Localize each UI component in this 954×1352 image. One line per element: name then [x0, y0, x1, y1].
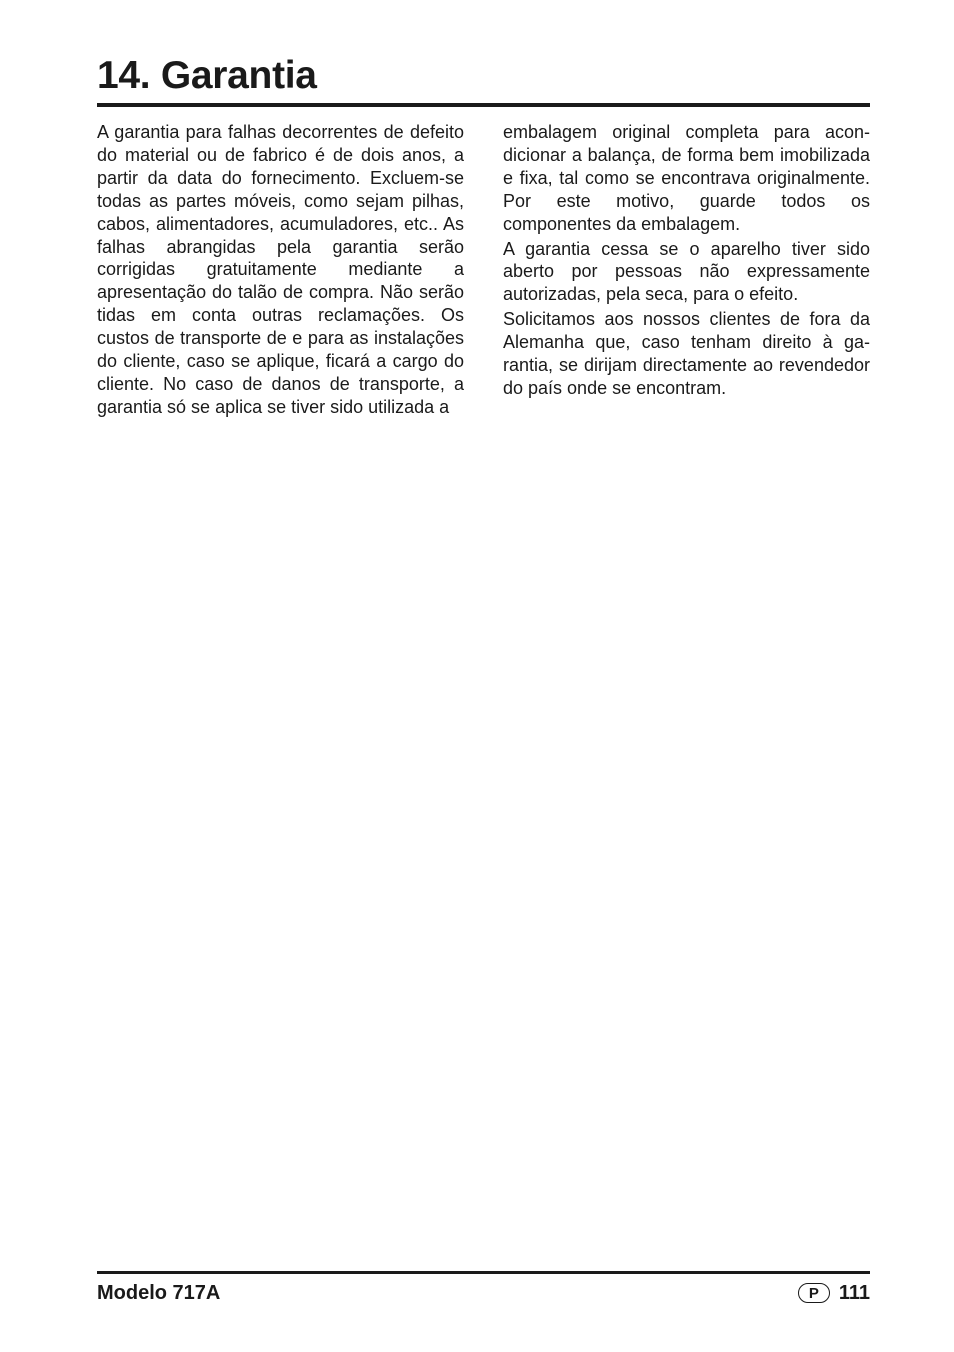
- footer-page-info: [798, 1280, 870, 1306]
- paragraph-warranty-terms: A garantia para falhas decorrentes de defeito do material ou de fabrico é de dois anos, a partir da data do fornecimento. Excluem-se todas as partes móveis, como sejam pilhas, cabos, alimentadores, acumuladores, etc.. As falhas abrangidas pela garantia serão corrigidas gratuitamente mediante a apresentação do talão de compra. Não serão tidas em conta outras reclamações. Os custos de transporte de e para as instalações do cliente, caso se aplique, ficará a cargo do cliente. No caso de danos de transporte, a garantia só se aplica se tiver sido utilizada a: [97, 122, 464, 417]
- page-title: 14. Garantia: [97, 54, 317, 97]
- paragraph-warranty-void: A garantia cessa se o aparelho tiver sido aberto por pessoas não expressamente autorizadas, pela seca, para o efeito.: [503, 238, 870, 305]
- language-badge: P: [798, 1283, 830, 1303]
- page-number: 111: [838, 1282, 870, 1304]
- paragraph-foreign-customers: Solicitamos aos nossos clientes de fora da Alemanha que, caso tenham direito à garantia, se dirijam directamente ao revendedor do país onde se encontram.: [503, 309, 870, 398]
- right-text-column: [503, 121, 870, 402]
- footer-divider: [97, 1271, 870, 1274]
- paragraph-packaging: embalagem original completa para acondicionar a balança, de forma bem imobilizada e fixa, tal como se encontrava originalmente. Por este motivo, guarde todos os componentes da embalagem.: [503, 122, 870, 234]
- left-text-column: [97, 121, 464, 421]
- title-divider: [97, 103, 870, 107]
- footer-model-name: Modelo 717A: [97, 1282, 221, 1304]
